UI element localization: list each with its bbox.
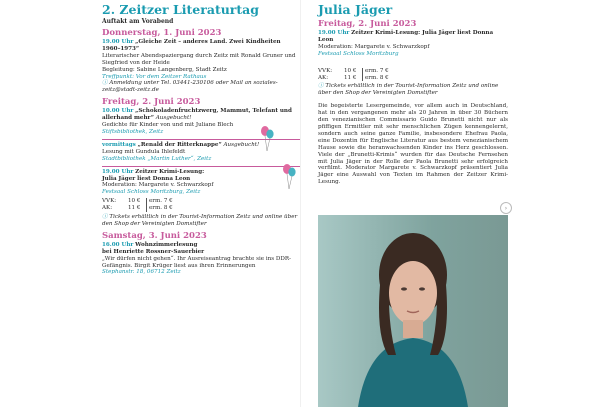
event-desc: „Wir dürfen nicht gehen“. Ihr Ausreiseantrag brachte sie ins DDR-Gefängnis. Birgit Krüger liest aus ihren Erinnerungen [102, 255, 291, 269]
event-title: Wohnzimmerlesung [135, 241, 198, 248]
event-time: 10.00 Uhr [102, 108, 134, 115]
day-heading-2: Freitag, 2. Juni 2023 [102, 97, 201, 108]
event-title: Zeitzer Krimi-Lesung: [135, 168, 205, 175]
event-5 [102, 242, 300, 277]
author-description: Die begeisterte Lesergemeinde, vor allem auch in Deutschland, hat in den vergangenen mehr als 20 Jahren in über 30 Büchern den venezianischen Commissario Guido Brunetti nicht nur als pfiffigen Ermittler mit sehr menschlichen Zügen kennengelernt, sondern auch seine ganze Familie, insbesondere Ehefrau Paola, eine Dozentin für Englische Literatur aus bestem venezianischem Hause sowie die heranwachsenden Kinder ins Herz geschlossen. Viele der „Brunetti-Krimis“ wurden für das Deutsche Fernsehen mit Julia Jäger in der Rolle der Paola Brunetti sehr erfolgreich verfilmt. Moderator Margarete v. Schwarzkopf präsentiert Julia Jäger eine Auswahl von Texten im Rahmen der Zeitzer Krimi-Lesung. [318, 103, 508, 186]
event-title: „Gleiche Zeit – anderes Land. Zwei Kindheiten 1960–1973“ [102, 39, 281, 52]
balloon-icon [260, 125, 274, 153]
price-reduced: erm. 7 € [362, 68, 508, 75]
event-title-2: bei Henriette Rossner-Sauerbier [102, 248, 205, 255]
event-venue: Treffpunkt: Vor dem Zeitzer Rathaus [102, 73, 207, 80]
price-label: AK: [318, 74, 329, 81]
ticket-note: Tickets erhältlich in der Tourist-Information Zeitz und online über den Shop der Vereinigten Domstifter [318, 83, 499, 97]
event-time: 19.00 Uhr [102, 39, 134, 45]
price-reduced: erm. 8 € [146, 205, 300, 212]
event-guide: Begleitung: Sabine Langenberg, Stadt Zeitz [102, 66, 227, 73]
day-heading-3: Samstag, 3. Juni 2023 [102, 230, 207, 241]
info-icon: ⓘ [102, 80, 108, 87]
chevron-right-icon[interactable]: › [500, 202, 512, 214]
event-time: vormittags [102, 141, 136, 148]
event-4 [102, 169, 300, 228]
event-venue: Stiftsbibliothek, Zeitz [102, 128, 164, 135]
event-status: Ausgebucht! [223, 141, 260, 148]
price-value: 11 € [344, 74, 357, 81]
event-moderation: Moderation: Margarete v. Schwarzkopf [318, 43, 430, 50]
event-title-2: Julia Jäger liest Donna Leon [102, 175, 191, 182]
balloon-icon [282, 163, 296, 191]
ticket-note: Tickets erhältlich in der Tourist-Information Zeitz und online über den Shop der Vereinigten Domstifter [102, 214, 298, 227]
event-title: Zeitzer Krimi-Lesung: Julia Jäger liest Donna Leon [318, 30, 494, 43]
price-value: 10 € [344, 67, 357, 74]
price-reduced: erm. 7 € [146, 198, 300, 205]
event-desc: Lesung mit Gundula Ihlefeldt [102, 148, 186, 155]
price-reduced: erm. 8 € [362, 75, 508, 82]
event-status: Ausgebucht! [155, 115, 192, 122]
event-venue: Festsaal Schloss Moritzburg, Zeitz [102, 189, 201, 196]
event-title: „Renald der Ritterknappe“ [137, 141, 222, 148]
price-table [102, 198, 300, 212]
price-value: 10 € [128, 198, 141, 205]
event-venue: Festsaal Schloss Moritzburg [318, 50, 399, 57]
author-day: Freitag, 2. Juni 2023 [318, 19, 417, 29]
event-desc: Gedichte für Kinder von und mit Juliane Blech [102, 122, 234, 129]
price-label: AK: [102, 205, 113, 212]
event-title: „Schokoladenfruchtzwerg, Mammut, Telefant und allerhand mehr“ [102, 108, 292, 122]
author-photo [318, 215, 508, 407]
event-time: 16.00 Uhr [102, 241, 134, 248]
event-note: Anmeldung unter Tel. 03441-230106 oder Mail an soziales-zeitz@stadt-zeitz.de [102, 80, 278, 94]
info-icon: ⓘ [102, 214, 108, 221]
author-title: Julia Jäger [318, 2, 393, 17]
event-moderation: Moderation: Margarete v. Schwarzkopf [102, 182, 214, 189]
event-venue: Stadtbibliothek „Martin Luther“, Zeitz [102, 155, 212, 162]
page-gutter [300, 0, 301, 407]
price-label: VVK: [102, 198, 117, 205]
event-desc: Literarischer Abendspaziergang durch Zeitz mit Ronald Gruner und Siegfried von der Heide [102, 52, 296, 66]
portrait-illustration [318, 215, 508, 407]
right-column [318, 0, 508, 186]
price-table [318, 68, 508, 82]
page-title: 2. Zeitzer Literaturtag [102, 2, 260, 17]
price-value: 11 € [128, 205, 141, 212]
event-1 [102, 39, 300, 94]
subtitle: Auftakt am Vorabend [102, 18, 174, 25]
event-time: 19.00 Uhr [102, 168, 134, 175]
divider [102, 166, 300, 167]
day-heading-1: Donnerstag, 1. Juni 2023 [102, 28, 222, 38]
price-label: VVK: [318, 67, 333, 74]
event-venue: Stephanstr. 18, 06712 Zeitz [102, 269, 181, 276]
event-time: 19.00 Uhr [318, 30, 350, 36]
info-icon: ⓘ [318, 83, 324, 90]
